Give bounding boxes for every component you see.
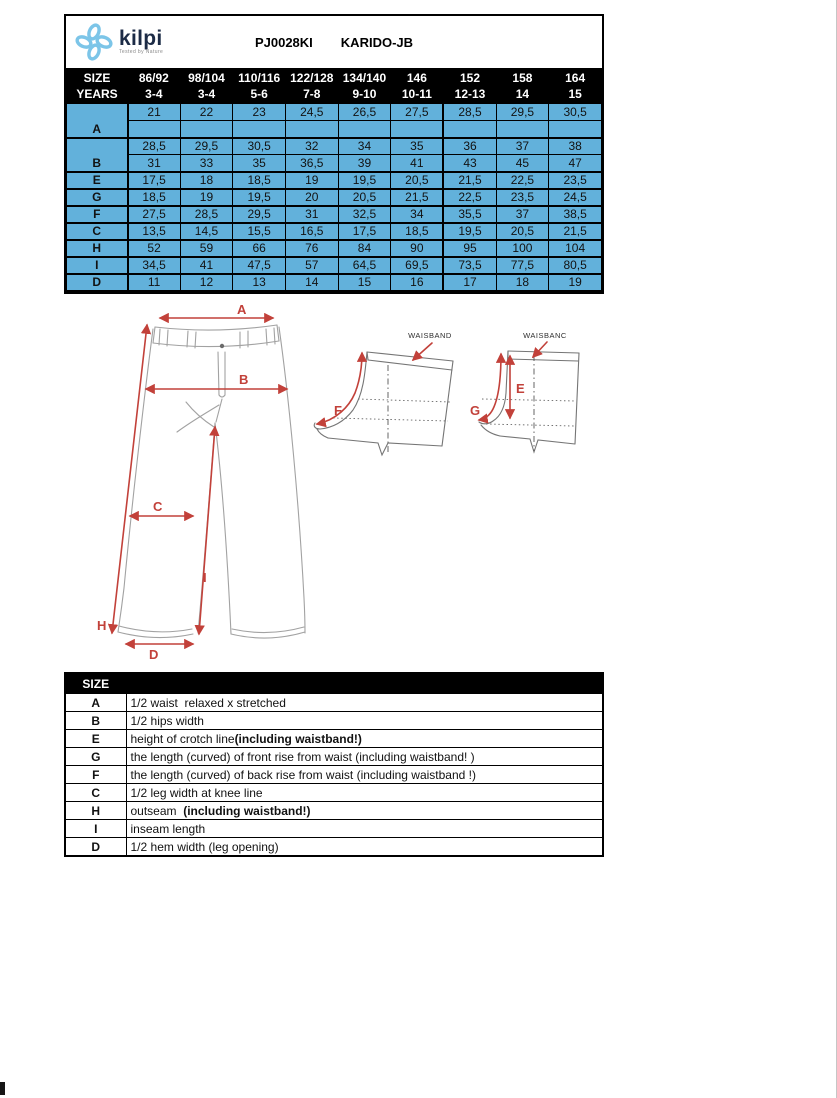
waistband-label-front: WAISBANC <box>523 331 567 340</box>
size-table-row <box>67 206 602 223</box>
size-value-cell: 59 <box>180 240 233 257</box>
size-value-cell: 19 <box>549 274 602 291</box>
size-column-header: 98/104 3-4 <box>180 69 233 104</box>
size-column-header: 110/116 5-6 <box>233 69 286 104</box>
size-value-cell: 21 <box>128 104 181 121</box>
row-label-a: A <box>67 104 128 138</box>
legend-header-filler <box>126 673 603 694</box>
size-value-cell: 43 <box>443 155 496 172</box>
size-column-header: 152 12-13 <box>443 69 496 104</box>
size-table-row <box>67 155 602 172</box>
legend-row <box>65 748 603 766</box>
size-value-cell: 18,5 <box>391 223 444 240</box>
size-value-cell: 30,5 <box>549 104 602 121</box>
size-value-cell: 28,5 <box>128 138 181 155</box>
size-value-cell: 77,5 <box>496 257 549 274</box>
kilpi-logo <box>74 22 163 62</box>
size-table-section <box>64 14 604 294</box>
size-value-cell: 64,5 <box>338 257 391 274</box>
size-value-cell: 23,5 <box>496 189 549 206</box>
legend-row <box>65 730 603 748</box>
size-value-cell <box>338 121 391 138</box>
size-value-cell: 20,5 <box>391 172 444 189</box>
size-table-row <box>67 274 602 291</box>
years-label: YEARS <box>76 87 118 101</box>
row-label-i: I <box>67 257 128 274</box>
size-value-cell: 22,5 <box>496 172 549 189</box>
measure-label-i: I <box>203 570 207 585</box>
pants-measure-arrows <box>97 303 287 662</box>
size-value-cell: 38,5 <box>549 206 602 223</box>
size-value-cell: 35 <box>391 138 444 155</box>
size-table-row <box>67 121 602 138</box>
legend-description: 1/2 hem width (leg opening) <box>126 838 603 857</box>
size-value-cell: 100 <box>496 240 549 257</box>
legend-header-size: SIZE <box>65 673 126 694</box>
legend-row <box>65 838 603 857</box>
size-value-cell: 66 <box>233 240 286 257</box>
legend-section <box>64 672 604 857</box>
pants-measurement-diagram <box>64 303 624 665</box>
legend-description: the length (curved) of back rise from waist (including waistband !) <box>126 766 603 784</box>
size-table-row <box>67 138 602 155</box>
corner-header <box>67 69 128 104</box>
size-value-cell: 32 <box>285 138 338 155</box>
legend-row <box>65 712 603 730</box>
size-value-cell: 90 <box>391 240 444 257</box>
size-value-cell <box>285 121 338 138</box>
legend-table-body <box>65 694 603 857</box>
size-value-cell: 95 <box>443 240 496 257</box>
size-value-cell: 11 <box>128 274 181 291</box>
size-value-cell: 18 <box>496 274 549 291</box>
size-value-cell: 19,5 <box>443 223 496 240</box>
size-table <box>66 68 602 292</box>
size-column-header: 146 10-11 <box>391 69 444 104</box>
size-table-row <box>67 257 602 274</box>
size-value-cell: 20 <box>285 189 338 206</box>
size-value-cell: 24,5 <box>549 189 602 206</box>
size-value-cell: 29,5 <box>496 104 549 121</box>
size-value-cell: 17 <box>443 274 496 291</box>
size-value-cell: 57 <box>285 257 338 274</box>
size-value-cell: 37 <box>496 206 549 223</box>
size-value-cell: 80,5 <box>549 257 602 274</box>
size-value-cell: 37 <box>496 138 549 155</box>
size-value-cell: 35,5 <box>443 206 496 223</box>
size-value-cell: 14 <box>285 274 338 291</box>
legend-row <box>65 802 603 820</box>
measure-label-c: C <box>153 499 163 514</box>
size-value-cell <box>128 121 181 138</box>
row-label-e: E <box>67 172 128 189</box>
size-value-cell: 23 <box>233 104 286 121</box>
legend-label-c: C <box>65 784 126 802</box>
size-value-cell: 22 <box>180 104 233 121</box>
size-value-cell: 24,5 <box>285 104 338 121</box>
measure-label-f: F <box>334 403 342 418</box>
size-value-cell <box>496 121 549 138</box>
row-label-f: F <box>67 206 128 223</box>
size-value-cell: 16,5 <box>285 223 338 240</box>
measure-label-g: G <box>470 403 481 418</box>
size-value-cell: 31 <box>128 155 181 172</box>
size-value-cell: 23,5 <box>549 172 602 189</box>
size-value-cell: 34 <box>391 206 444 223</box>
measure-label-h: H <box>97 618 107 633</box>
size-value-cell <box>391 121 444 138</box>
waist-button <box>220 344 224 348</box>
size-column-header: 134/140 9-10 <box>338 69 391 104</box>
waistband-label-back: WAISBAND <box>408 331 452 340</box>
front-pattern-piece <box>470 331 579 452</box>
size-value-cell: 28,5 <box>180 206 233 223</box>
legend-label-f: F <box>65 766 126 784</box>
size-value-cell: 18 <box>180 172 233 189</box>
legend-row <box>65 784 603 802</box>
size-value-cell: 18,5 <box>128 189 181 206</box>
size-value-cell: 22,5 <box>443 189 496 206</box>
size-value-cell: 15 <box>338 274 391 291</box>
size-value-cell: 41 <box>391 155 444 172</box>
size-value-cell: 13,5 <box>128 223 181 240</box>
size-value-cell: 19 <box>180 189 233 206</box>
size-value-cell <box>549 121 602 138</box>
size-value-cell: 27,5 <box>391 104 444 121</box>
legend-label-b: B <box>65 712 126 730</box>
measure-label-a: A <box>237 303 247 317</box>
size-value-cell: 39 <box>338 155 391 172</box>
size-column-header: 122/128 7-8 <box>285 69 338 104</box>
brand-text-block <box>119 29 163 55</box>
legend-description: the length (curved) of front rise from waist (including waistband! ) <box>126 748 603 766</box>
size-value-cell: 36 <box>443 138 496 155</box>
size-value-cell: 76 <box>285 240 338 257</box>
legend-label-d: D <box>65 838 126 857</box>
size-value-cell: 41 <box>180 257 233 274</box>
size-table-row <box>67 223 602 240</box>
size-value-cell: 47,5 <box>233 257 286 274</box>
product-name: KARIDO-JB <box>340 34 414 50</box>
legend-description: 1/2 leg width at knee line <box>126 784 603 802</box>
kilpi-knot-icon <box>74 22 114 62</box>
size-column-header: 86/92 3-4 <box>128 69 181 104</box>
size-value-cell: 26,5 <box>338 104 391 121</box>
legend-row <box>65 820 603 838</box>
size-value-cell: 73,5 <box>443 257 496 274</box>
size-value-cell: 17,5 <box>128 172 181 189</box>
size-value-cell: 33 <box>180 155 233 172</box>
size-table-header-row <box>67 69 602 104</box>
legend-header-row <box>65 673 603 694</box>
size-value-cell: 13 <box>233 274 286 291</box>
size-value-cell: 34,5 <box>128 257 181 274</box>
size-value-cell: 35 <box>233 155 286 172</box>
size-table-row <box>67 104 602 121</box>
brand-tagline: Tested by Nature <box>119 49 164 55</box>
brand-header <box>66 16 602 68</box>
size-value-cell: 14,5 <box>180 223 233 240</box>
row-label-g: G <box>67 189 128 206</box>
size-value-cell <box>180 121 233 138</box>
size-value-cell: 34 <box>338 138 391 155</box>
size-value-cell: 19,5 <box>338 172 391 189</box>
row-label-c: C <box>67 223 128 240</box>
size-value-cell: 36,5 <box>285 155 338 172</box>
size-value-cell: 21,5 <box>391 189 444 206</box>
measure-label-e: E <box>516 381 525 396</box>
legend-description: inseam length <box>126 820 603 838</box>
size-value-cell: 30,5 <box>233 138 286 155</box>
size-value-cell: 47 <box>549 155 602 172</box>
row-label-d: D <box>67 274 128 291</box>
size-column-header: 164 15 <box>549 69 602 104</box>
measure-label-b: B <box>239 372 249 387</box>
size-table-body <box>67 104 602 291</box>
legend-row <box>65 694 603 712</box>
brand-name: kilpi <box>119 27 163 50</box>
size-value-cell <box>443 121 496 138</box>
size-value-cell: 29,5 <box>180 138 233 155</box>
size-value-cell: 18,5 <box>233 172 286 189</box>
size-value-cell: 12 <box>180 274 233 291</box>
size-value-cell: 69,5 <box>391 257 444 274</box>
legend-label-a: A <box>65 694 126 712</box>
size-table-row <box>67 189 602 206</box>
size-value-cell: 29,5 <box>233 206 286 223</box>
size-value-cell: 19 <box>285 172 338 189</box>
size-column-header: 158 14 <box>496 69 549 104</box>
legend-label-g: G <box>65 748 126 766</box>
size-value-cell: 28,5 <box>443 104 496 121</box>
row-label-h: H <box>67 240 128 257</box>
legend-description: outseam (including waistband!) <box>126 802 603 820</box>
size-value-cell: 21,5 <box>443 172 496 189</box>
size-value-cell: 19,5 <box>233 189 286 206</box>
page-corner-mark <box>0 1082 5 1095</box>
size-value-cell: 104 <box>549 240 602 257</box>
size-value-cell: 31 <box>285 206 338 223</box>
size-value-cell: 15,5 <box>233 223 286 240</box>
size-value-cell: 20,5 <box>496 223 549 240</box>
size-value-cell: 17,5 <box>338 223 391 240</box>
back-pattern-piece <box>314 331 453 455</box>
size-table-row <box>67 172 602 189</box>
size-label: SIZE <box>83 71 111 85</box>
legend-label-e: E <box>65 730 126 748</box>
legend-label-i: I <box>65 820 126 838</box>
size-value-cell: 38 <box>549 138 602 155</box>
size-value-cell <box>233 121 286 138</box>
size-value-cell: 20,5 <box>338 189 391 206</box>
size-table-row <box>67 240 602 257</box>
size-value-cell: 27,5 <box>128 206 181 223</box>
size-value-cell: 45 <box>496 155 549 172</box>
product-code: PJ0028KI <box>254 34 313 50</box>
size-value-cell: 32,5 <box>338 206 391 223</box>
legend-row <box>65 766 603 784</box>
legend-description: 1/2 waist relaxed x stretched <box>126 694 603 712</box>
measure-label-d: D <box>149 647 159 662</box>
legend-description: height of crotch line(including waistband!) <box>126 730 603 748</box>
size-value-cell: 84 <box>338 240 391 257</box>
size-value-cell: 16 <box>391 274 444 291</box>
size-value-cell: 52 <box>128 240 181 257</box>
size-value-cell: 21,5 <box>549 223 602 240</box>
row-label-b: B <box>67 138 128 172</box>
legend-table <box>64 672 604 857</box>
legend-description: 1/2 hips width <box>126 712 603 730</box>
legend-label-h: H <box>65 802 126 820</box>
